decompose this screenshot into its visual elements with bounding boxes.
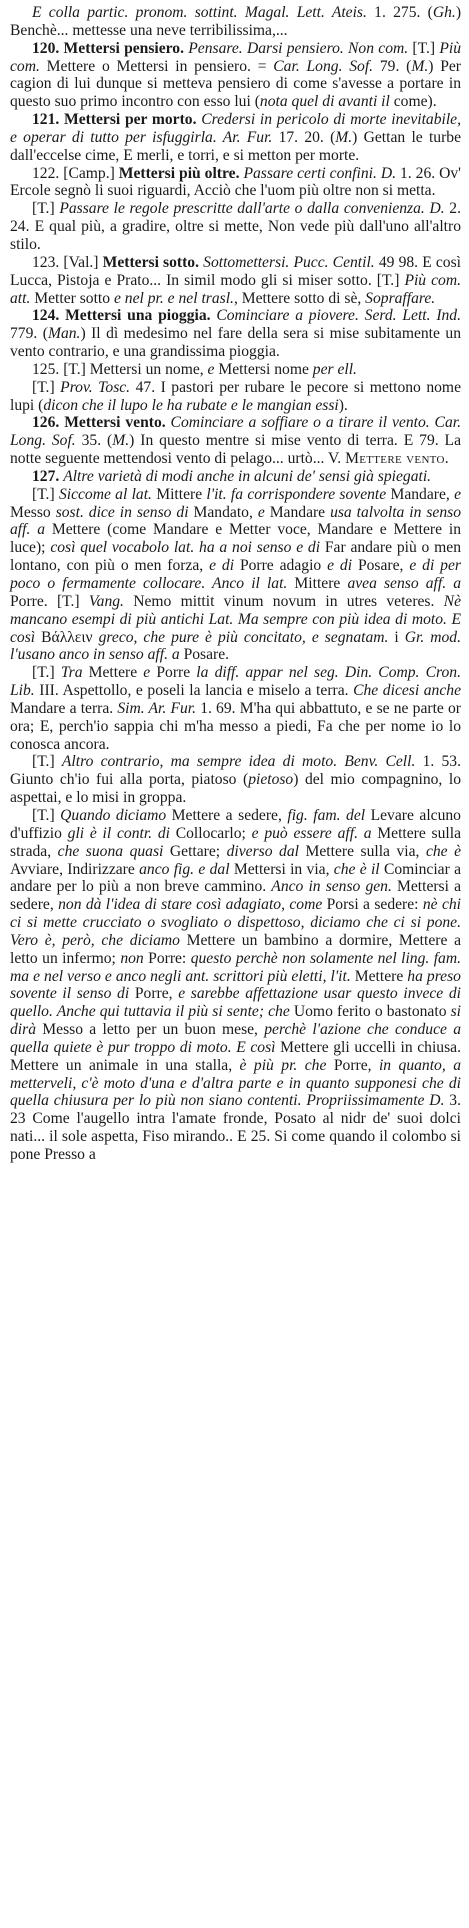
dictionary-entry: [10, 165, 461, 201]
smallcaps-ref: Mettere vento.: [345, 450, 449, 468]
italic-run: fig. fam. del: [287, 806, 366, 824]
text-run: Messo: [10, 503, 56, 521]
bold-headword: 120. Mettersi pensiero.: [32, 39, 185, 57]
dictionary-entry: [10, 254, 461, 308]
italic-run: Prov. Tosc.: [60, 378, 131, 396]
italic-run: Passare certi confini. D.: [243, 164, 396, 182]
text-run: Levare alcuno d'uffizio: [10, 806, 461, 842]
italic-run: Sopraffare.: [365, 289, 436, 307]
bold-headword: Mettersi più oltre.: [118, 164, 240, 182]
italic-run: e di: [209, 557, 235, 575]
text-run: [T.]: [32, 200, 60, 218]
italic-run: Cominciare a piovere. Serd. Lett. Ind.: [216, 307, 462, 325]
text-run: Mandato,: [188, 503, 258, 521]
text-run: 1. 26. Ov' Ercole segnò li suoi riguardi, Acciò che l'uom più oltre non si metta.: [10, 164, 461, 200]
text-run: ) Per cagion di lui dunque si metteva pensiero di come s'avesse a portare in questo suo primo incontro con esso lui (: [10, 57, 461, 111]
text-run: Far andare più o men lontano, con più o men forza,: [10, 539, 461, 575]
italic-run: e sarebbe affettazione usar questo invece di quello. Anche qui tuttavia il più si sente; che: [10, 985, 461, 1021]
italic-run: dicon che il lupo le ha rubate e le mangian essi: [43, 396, 339, 414]
text-run: ) del mio compagnino, lo aspettai, e lo misi in groppa.: [10, 771, 461, 807]
text-run: Avviare, Indirizzare: [10, 860, 140, 878]
italic-run: Nè mancano esempi di più antichi Lat. Ma sempre con più idea di moto. E così: [10, 592, 461, 646]
dictionary-entry: [10, 753, 461, 807]
italic-run: Altro contrario, ma sempre idea di moto. Benv. Cell.: [61, 753, 416, 771]
text-run: 125. [T.] Mettersi un nome,: [32, 360, 208, 378]
bold-headword: Mettersi sotto.: [102, 253, 199, 271]
text-run: Gettare;: [163, 842, 227, 860]
text-run: Mettersi in via,: [229, 860, 334, 878]
italic-run: Car. Long. Sof.: [273, 57, 374, 75]
dictionary-entry: [10, 40, 461, 111]
text-run: Mettere sulla strada,: [10, 824, 461, 860]
italic-run: Quando diciamo: [60, 806, 167, 824]
italic-run: nè chi ci si mette crucciato o svogliato o dispettoso, diciamo che ci si pone. Vero è, però, che diciamo: [10, 896, 462, 949]
dictionary-entry: [10, 379, 461, 415]
text-run: Mettere o Mettersi in pensiero. =: [39, 57, 274, 75]
text-run: [T.]: [408, 39, 440, 57]
italic-run: usa talvolta in senso aff. a: [10, 503, 462, 539]
text-run: [T.]: [32, 378, 61, 396]
text-run: ).: [338, 396, 348, 414]
text-run: i: [388, 628, 405, 646]
italic-run: e di per poco o fermamente collocare. Anco il lat.: [10, 557, 461, 592]
bold-headword: 127.: [32, 467, 60, 485]
text-run: , Mettere sotto di sè,: [233, 289, 366, 307]
dictionary-entry: [10, 361, 461, 379]
text-run: ) Il dì medesimo nel fare della sera si mise subitamente un vento contrario, e una grandissima pioggia.: [10, 325, 461, 361]
italic-run: Siccome al lat.: [58, 485, 152, 503]
text-run: 1. 53. Giunto ch'io fui alla porta, piatoso (: [10, 753, 461, 789]
text-run: 49 98. E così Lucca, Pistoja e Prato... In simil modo gli si miser sotto. [T.]: [10, 253, 461, 289]
italic-run: e può essere aff. a: [251, 824, 372, 842]
bold-headword: 124. Mettersi una pioggia.: [32, 307, 211, 325]
bold-headword: 126. Mettersi vento.: [32, 414, 166, 432]
text-run: III. Aspettollo, e poseli la lancia e miselo a terra.: [34, 682, 354, 700]
dictionary-entry: [10, 664, 461, 753]
italic-run: e: [257, 503, 265, 521]
text-run: Mittere: [151, 485, 207, 503]
text-run: Mettere (come Mandare e Metter voce, Mandare e Mettere in luce);: [10, 521, 461, 557]
text-run: Mettere gli uccelli in chiusa. Mettere un animale in una stalla,: [10, 1038, 461, 1074]
italic-run: sost. dice in senso di: [55, 503, 189, 521]
italic-run: greco, che pure è più concitato, e segnatam.: [98, 628, 389, 646]
italic-run: M.: [335, 128, 353, 146]
italic-run: Altre varietà di modi anche in alcuni de' sensi già spiegati.: [63, 467, 432, 485]
text-run: Mettersi a sedere,: [10, 878, 461, 914]
dictionary-entry: [10, 307, 461, 361]
text-run: Nemo mittit vinum novum in utres veteres.: [123, 592, 444, 610]
text-run: [T.]: [32, 664, 61, 682]
italic-run: che è il: [333, 860, 380, 878]
italic-run: Cominciare a soffiare o a tirare il vento. Car. Long. Sof.: [10, 414, 461, 450]
italic-run: M.: [411, 57, 429, 75]
text-run: Mandare,: [386, 485, 455, 503]
text-run: Mandare: [264, 503, 331, 521]
text-run: Mettere un bambino a dormire, Mettere a letto un infermo;: [10, 931, 461, 967]
text-run: 47. I pastori per rubare le pecore si mettono nome lupi (: [10, 378, 461, 414]
text-run: Mettere a sedere,: [166, 806, 288, 824]
text-run: ) In questo mentre si mise vento di terra. E 79. La notte seguente mettendosi vento di pelago... urtò... V.: [10, 432, 462, 468]
italic-run: Gr. mod. l'usano anco in senso aff. a: [10, 628, 461, 664]
text-run: Mettere sulla via,: [298, 842, 426, 860]
text-run: 1. 69. M'ha qui abbattuto, e se ne parte or ora; E, perch'io sappia chi m'ha messo a piedi, Fa che per nome io lo conosca ancora.: [10, 699, 461, 753]
text-run: Mettere: [82, 664, 144, 682]
text-run: Porre,: [326, 1056, 379, 1074]
italic-run: anco fig. e dal: [139, 860, 230, 878]
text-run: Porre. [T.]: [10, 592, 89, 610]
text-run: come).: [389, 93, 437, 111]
italic-run: l'it. fa corrispondere sovente: [206, 485, 387, 503]
text-run: Posare,: [352, 557, 410, 575]
italic-run: Man.: [47, 325, 81, 343]
text-run: 1. 275. (: [366, 4, 433, 21]
text-run: Uomo ferito o bastonato: [289, 1003, 451, 1021]
text-run: Porre adagio: [234, 557, 328, 575]
text-run: ) Benchè... mettesse una neve terribilissima,...: [10, 4, 462, 39]
text-run: Porre: [150, 664, 197, 682]
italic-run: Sim. Ar. Fur.: [117, 699, 197, 717]
dictionary-entry: [10, 111, 461, 165]
italic-run: Passare le regole prescritte dall'arte o dalla convenienza. D.: [59, 200, 445, 218]
italic-run: non: [120, 949, 144, 967]
italic-run: Pensare. Darsi pensiero. Non com.: [188, 39, 409, 57]
text-run: Mettere: [350, 967, 408, 985]
italic-run: Credersi in pericolo di morte inevitabile, e operar di tutto per isfuggirla. Ar. Fur.: [10, 111, 461, 146]
text-run: Posare.: [179, 646, 230, 664]
italic-run: è più pr. che: [239, 1056, 327, 1074]
dictionary-entry: [10, 200, 461, 254]
text-run: Porre,: [129, 985, 179, 1003]
italic-run: pietoso: [248, 771, 294, 789]
italic-run: così quel vocabolo lat. ha a noi senso e di: [50, 539, 321, 557]
italic-run: diverso dal: [226, 842, 299, 860]
text-run: 35. (: [75, 432, 113, 450]
text-run: Mettersi nome: [214, 360, 313, 378]
text-run: [T.]: [32, 753, 62, 771]
italic-run: Più com.: [10, 39, 462, 75]
italic-run: si dirà: [10, 1003, 461, 1039]
italic-run: e di: [327, 557, 353, 575]
italic-run: Sottomettersi. Pucc. Centil.: [203, 253, 375, 271]
text-run: Messo a letto per un buon mese,: [36, 1021, 265, 1039]
italic-run: perchè l'azione che conduce a quella quiete è pur troppo di moto. E così: [10, 1021, 461, 1056]
italic-run: M.: [112, 432, 130, 450]
italic-run: in quanto, a metterveli, c'è moto d'una e d'altra parte e in quanto supponesi che di quella chiusura per lo più non siano contenti. Propriissimamente D.: [10, 1056, 461, 1110]
text-run: Collocarlo;: [169, 824, 252, 842]
italic-run: Tra: [60, 664, 83, 682]
text-run: 79. (: [373, 57, 412, 75]
italic-run: Più com. att.: [10, 271, 462, 307]
italic-run: e: [143, 664, 151, 682]
text-run: Mittere: [287, 575, 348, 592]
italic-run: Vang.: [88, 592, 124, 610]
text-run: 122. [Camp.]: [32, 164, 119, 182]
italic-run: Gh.: [432, 4, 456, 21]
text-run: Porsi a sedere:: [322, 896, 423, 914]
italic-run: E colla partic. pronom. sottint. Magal. Lett. Ateis.: [32, 4, 367, 21]
italic-run: non dà l'idea di stare così adagiato, come: [58, 896, 323, 914]
italic-run: avea senso aff. a: [347, 575, 461, 592]
italic-run: Che dicesi anche: [353, 682, 461, 700]
italic-run: ha preso sovente il senso di: [10, 967, 461, 1003]
text-run: Mandare a terra.: [10, 699, 118, 717]
dictionary-entry: [10, 414, 461, 468]
italic-run: per ell.: [312, 360, 357, 378]
text-run: 2. 24. E qual più, a gradire, oltre si mette, Non vede più dall'uno all'altro stilo.: [10, 200, 461, 253]
italic-run: e: [207, 360, 215, 378]
italic-run: che suona quasi: [57, 842, 164, 860]
dictionary-entry: [10, 4, 461, 40]
text-run: Βάλλειν: [35, 628, 99, 646]
italic-run: questo perchè non solamente nel ling. fam. ma e nel verso e anco negli ant. scrittori più eletti, l'it.: [10, 949, 461, 985]
text-run: 123. [Val.]: [32, 253, 103, 271]
italic-run: nota quel di avanti il: [259, 93, 390, 111]
italic-run: Anco in senso gen.: [271, 878, 392, 896]
dictionary-entry: [10, 486, 461, 664]
italic-run: che è: [425, 842, 462, 860]
text-run: Cominciar a andare per lo più a non breve cammino.: [10, 860, 461, 896]
bold-headword: 121. Mettersi per morto.: [32, 111, 197, 129]
text-run: Porre:: [143, 949, 191, 967]
text-run: 3. 23 Come l'augello intra l'amate fronde, Posato al nidr de' suoi dolci nati... il sole aspetta, Fiso mirando.. E 25. Si come quando il colombo si pone Presso a: [10, 1092, 461, 1163]
italic-run: la diff. appar nel seg. Din. Comp. Cron. Lib.: [10, 664, 461, 700]
text-run: 779. (: [10, 325, 48, 343]
italic-run: e: [454, 485, 461, 503]
italic-run: e nel pr. e nel trasl.: [113, 289, 234, 307]
text-run: [T.]: [32, 485, 59, 503]
italic-run: gli è il contr. di: [67, 824, 170, 842]
text-run: ) Gettan le turbe dall'eccelse cime, E merli, e torri, e si metton per morte.: [10, 128, 462, 164]
text-run: 17. 20. (: [272, 128, 336, 146]
text-run: [T.]: [32, 806, 61, 824]
dictionary-entry: [10, 468, 461, 486]
dictionary-entry: [10, 807, 461, 1164]
text-run: Metter sotto: [30, 289, 114, 307]
